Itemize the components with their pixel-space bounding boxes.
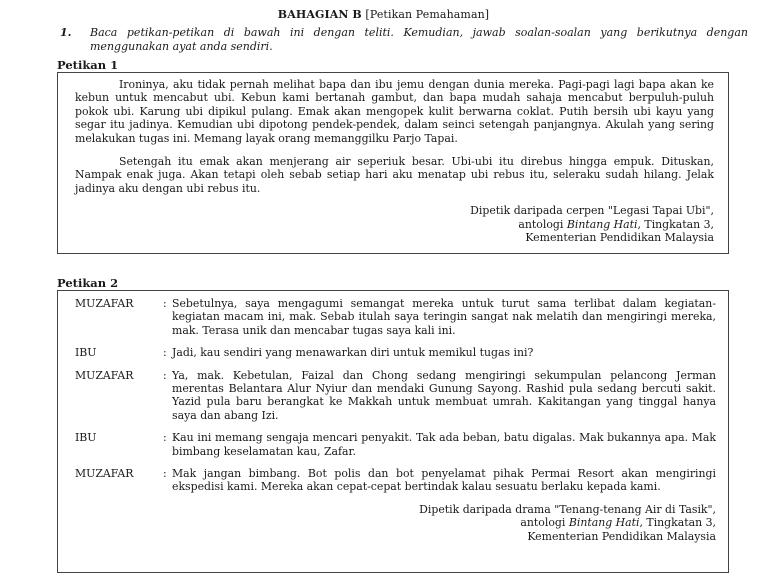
dialogue-colon: :	[163, 346, 167, 360]
dialogue-colon: :	[163, 368, 167, 382]
source-line-2-suffix: , Tingkatan 3,	[639, 516, 716, 530]
source-line-3: Kementerian Pendidikan Malaysia	[525, 231, 714, 245]
source-line-1: Dipetik daripada drama "Tenang-tenang Air di Tasik",	[419, 502, 716, 516]
passage1-title: Petikan 1	[57, 58, 119, 72]
dialogue-speech: Mak jangan bimbang. Bot polis dan bot penyelamat pihak Permai Resort akan mengiringi ekspedisi kami. Mereka akan cepat-cepat bertindak kalau sesuatu berlaku kepada kami.	[172, 467, 716, 494]
dialogue-speech: Jadi, kau sendiri yang menawarkan diri untuk memikul tugas ini?	[172, 346, 534, 360]
source-anthology-title: Bintang Hati	[568, 516, 640, 530]
dialogue-colon: :	[163, 297, 167, 310]
dialogue-speech: Kau ini memang sengaja mencari penyakit. Tak ada beban, batu digalas. Mak bukannya apa. Mak bimbang keselamatan kau, Zafar.	[172, 431, 716, 458]
source-line-2-prefix: antologi	[518, 217, 567, 231]
dialogue-colon: :	[163, 431, 167, 445]
passage2-source	[75, 503, 716, 543]
dialogue-line	[75, 467, 716, 494]
source-line-3: Kementerian Pendidikan Malaysia	[527, 529, 716, 543]
dialogue-speaker: IBU	[75, 346, 97, 360]
source-line-1: Dipetik daripada cerpen "Legasi Tapai Ubi",	[470, 204, 714, 218]
passage2-title: Petikan 2	[57, 276, 119, 290]
section-subtitle: [Petikan Pemahaman]	[365, 8, 490, 21]
section-title: BAHAGIAN B	[277, 8, 362, 21]
dialogue-speaker: IBU	[75, 431, 97, 445]
passage1-box	[57, 72, 729, 254]
dialogue-speech: Sebetulnya, saya mengagumi semangat mereka untuk turut sama terlibat dalam kegiatan-kegiatan macam ini, mak. Sebab itulah saya teringin sangat nak melatih dan mengiringi mereka, mak. Terasa unik dan mencabar tugas saya kali ini.	[172, 297, 716, 337]
dialogue-line	[75, 297, 716, 337]
question-number: 1.	[60, 26, 72, 39]
dialogue-speech: Ya, mak. Kebetulan, Faizal dan Chong sedang mengiringi sekumpulan pelancong Jerman merentas Belantara Alur Nyiur dan mendaki Gunung Sayong. Rashid pula sedang bercuti sakit. Yazid pula baru berangkat ke Makkah untuk membuat umrah. Kakitangan yang tinggal hanya saya dan abang Izi.	[172, 368, 716, 422]
dialogue-line	[75, 431, 716, 458]
question-text: Baca petikan-petikan di bawah ini dengan teliti. Kemudian, jawab soalan-soalan yang berikutnya dengan menggunakan ayat anda sendiri.	[90, 26, 748, 53]
dialogue-colon: :	[163, 467, 167, 481]
passage1-paragraph-1: Ironinya, aku tidak pernah melihat bapa dan ibu jemu dengan dunia mereka. Pagi-pagi lagi bapa akan ke kebun untuk mencabut ubi. Kebun kami bertanah gambut, dan bapa mudah sahaja mencabut berpuluh-puluh pokok ubi. Karung ubi dipikul pulang. Emak akan mengopek kulit berwarna coklat. Putih bersih ubi kayu yang segar itu jadinya. Kemudian ubi dipotong pendek-pendek, dalam seinci setengah panjangnya. Akulah yang sering melakukan tugas ini. Memang layak orang memanggilku Parjo Tapai.	[75, 78, 714, 145]
dialogue-speaker: MUZAFAR	[75, 467, 134, 481]
passage2-box	[57, 290, 729, 573]
source-line-2-prefix: antologi	[520, 516, 569, 530]
source-line-2	[75, 516, 716, 529]
passage1-source	[75, 204, 714, 244]
dialogue-speaker: MUZAFAR	[75, 368, 134, 382]
source-line-2-suffix: , Tingkatan 3,	[637, 217, 714, 231]
passage1-paragraph-2: Setengah itu emak akan menjerang air seperiuk besar. Ubi-ubi itu direbus hingga empuk. Dituskan, Nampak enak juga. Akan tetapi oleh sebab setiap hari aku menatap ubi rebus itu, seleraku sudah hilang. Jelak jadinya aku dengan ubi rebus itu.	[75, 155, 714, 195]
source-anthology-title: Bintang Hati	[566, 217, 638, 231]
source-line-2	[75, 218, 714, 231]
dialogue-line	[75, 369, 716, 423]
dialogue-speaker: MUZAFAR	[75, 297, 134, 310]
section-header	[0, 8, 767, 21]
dialogue-line	[75, 346, 716, 359]
